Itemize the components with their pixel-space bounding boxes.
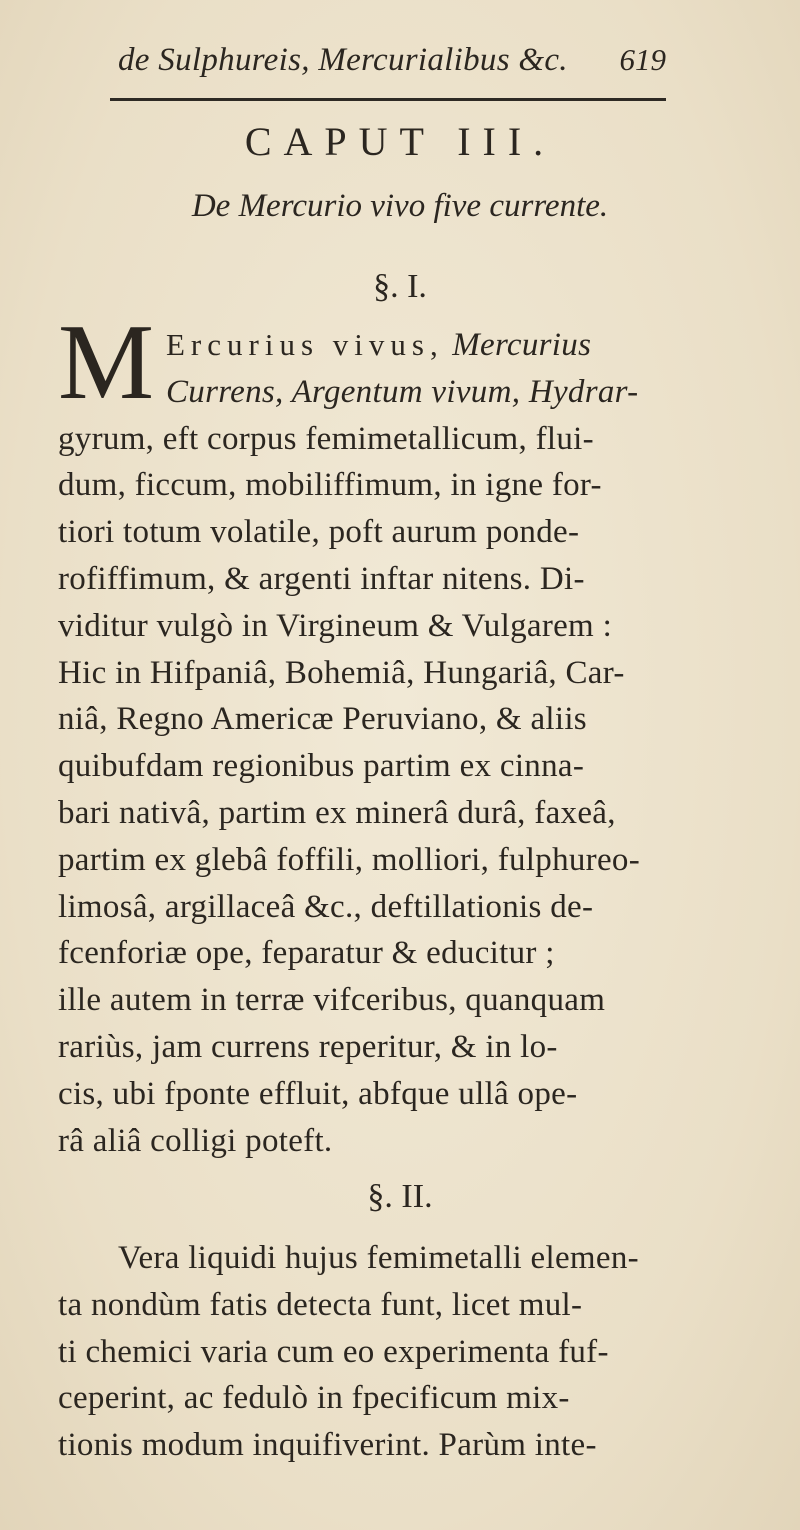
text-line: Vera liquidi hujus femimetalli elemen- <box>118 1240 639 1276</box>
text-line: rariùs, jam currens reperitur, & in lo- <box>58 1028 558 1065</box>
text-line: cis, ubi fponte effluit, abfque ullâ ope- <box>58 1075 578 1112</box>
section-1-text <box>58 322 708 1164</box>
text-line: tiori totum volatile, poft aurum ponde- <box>58 514 580 551</box>
section-heading-2: §. II. <box>367 1178 433 1215</box>
section-heading-1: §. I. <box>373 268 427 305</box>
page-number: 619 <box>619 42 666 77</box>
text-line: ille autem in terræ vifceribus, quanquam <box>58 982 606 1019</box>
text-line: viditur vulgò in Virgineum & Vulgarem : <box>58 607 613 644</box>
running-head-title: de Sulphureis, Mercurialibus &c. <box>118 42 568 78</box>
text-line: ta nondùm fatis detecta funt, licet mul- <box>58 1286 583 1323</box>
text-line: niâ, Regno Americæ Peruviano, & aliis <box>58 701 587 738</box>
text-line: limosâ, argillaceâ &c., deftillationis de- <box>58 888 594 925</box>
section-2-text <box>58 1235 708 1469</box>
text-line: rofiffimum, & argenti inftar nitens. Di- <box>58 560 585 597</box>
text-line: Hic in Hifpaniâ, Bohemiâ, Hungariâ, Car- <box>58 654 625 691</box>
header-rule <box>110 98 666 101</box>
text-line: ti chemici varia cum eo experimenta fuf- <box>58 1333 609 1370</box>
text-line: fcenforiæ ope, feparatur & educitur ; <box>58 935 555 972</box>
text-line: bari nativâ, partim ex minerâ durâ, faxeâ, <box>58 794 616 831</box>
text-line: Currens, Argentum vivum, Hydrar- <box>166 373 639 410</box>
running-head <box>118 42 666 92</box>
text-line: quibufdam regionibus partim ex cinna- <box>58 748 585 785</box>
text-line: Ercurius vivus, Mercurius <box>166 327 592 363</box>
chapter-subtitle: De Mercurio vivo five currente. <box>191 188 609 224</box>
text-line: gyrum, eft corpus femimetallicum, flui- <box>58 420 594 457</box>
text-line: dum, ficcum, mobiliffimum, in igne for- <box>58 467 602 504</box>
text-line: tionis modum inquifiverint. Parùm inte- <box>58 1427 597 1464</box>
drop-cap: M <box>58 303 155 422</box>
chapter-title: CAPUT III. <box>244 119 556 164</box>
text-line: ceperint, ac fedulò in fpecificum mix- <box>58 1380 570 1417</box>
text-line: râ aliâ colligi poteft. <box>58 1122 333 1159</box>
text-line: partim ex glebâ foffili, molliori, fulphureo- <box>58 841 640 878</box>
